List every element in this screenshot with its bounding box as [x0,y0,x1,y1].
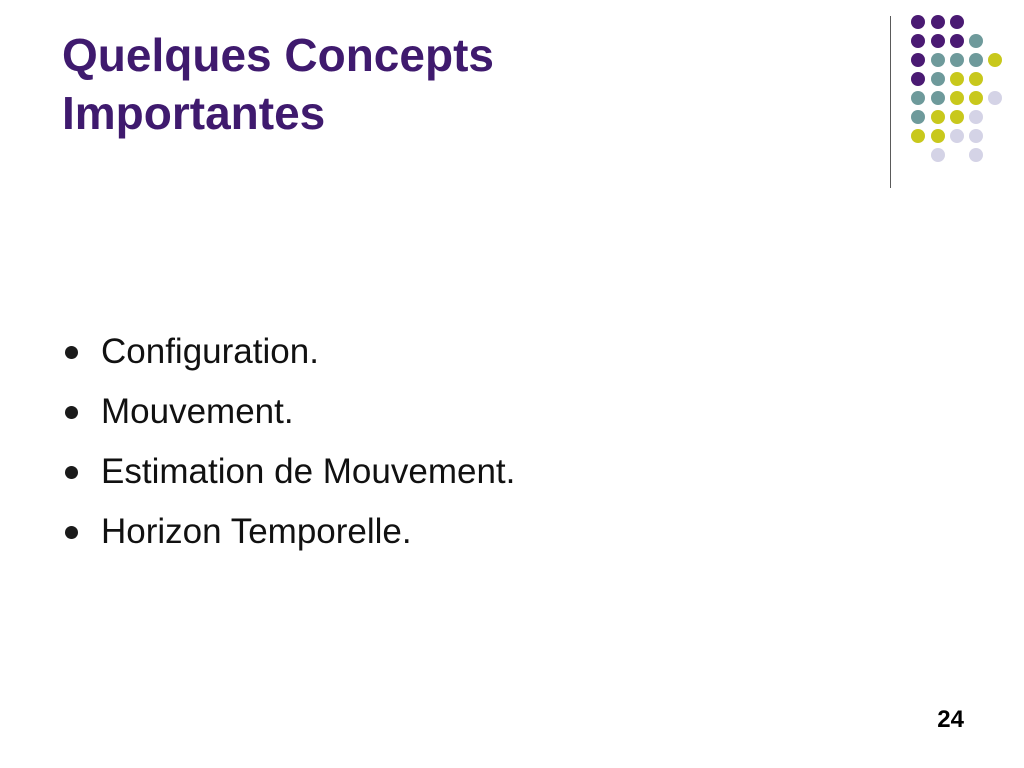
bullet-dot-icon [65,466,78,479]
decorative-dot [911,72,925,86]
title-line-2: Importantes [62,87,326,139]
title-line-1: Quelques Concepts [62,29,494,81]
page-number: 24 [937,706,964,733]
bullet-text: Horizon Temporelle. [101,512,412,551]
decorative-dot [950,91,964,105]
decorative-dot [931,72,945,86]
decorative-dot-grid [0,0,1024,200]
decorative-dot [969,129,983,143]
bullet-text: Mouvement. [101,392,294,431]
decorative-dot [950,15,964,29]
decorative-dot [911,53,925,67]
decorative-dot [911,129,925,143]
decorative-dot [931,91,945,105]
decorative-dot [931,110,945,124]
decorative-dot [969,148,983,162]
decorative-dot [969,34,983,48]
decorative-dot [931,34,945,48]
decorative-dot [911,110,925,124]
decorative-dot [931,53,945,67]
decorative-dot [911,91,925,105]
bullet-dot-icon [65,346,78,359]
decorative-dot [988,53,1002,67]
decorative-dot [950,129,964,143]
decorative-dot [950,53,964,67]
decorative-dot [950,72,964,86]
bullet-text: Configuration. [101,332,319,371]
decorative-dot [931,129,945,143]
decorative-dot [950,110,964,124]
decorative-dot [911,34,925,48]
decorative-dot [931,15,945,29]
decorative-dot [950,34,964,48]
decorative-dot [969,91,983,105]
bullet-dot-icon [65,526,78,539]
decorative-dot [969,72,983,86]
decorative-dot [911,15,925,29]
bullet-dot-icon [65,406,78,419]
bullet-text: Estimation de Mouvement. [101,452,516,491]
decorative-dot [988,91,1002,105]
decorative-dot [969,110,983,124]
decorative-dot [969,53,983,67]
decorative-dot [931,148,945,162]
